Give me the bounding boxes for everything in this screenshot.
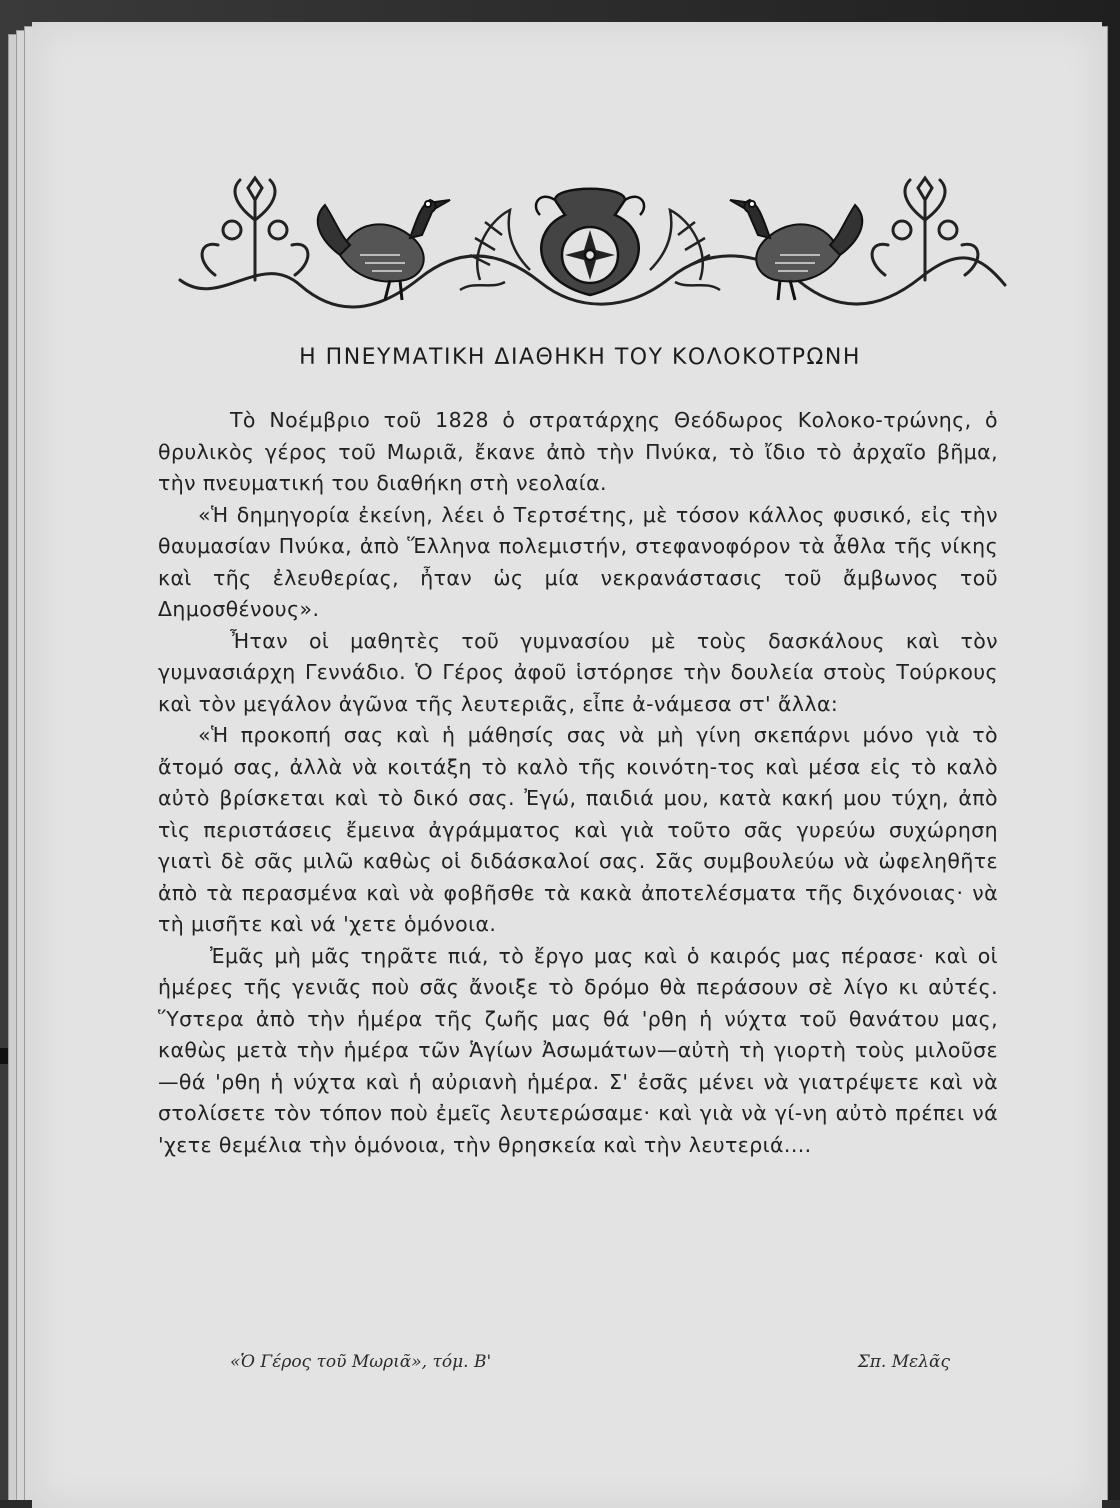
- page-title: Η ΠΝΕΥΜΑΤΙΚΗ ΔΙΑΘΗΚΗ ΤΟΥ ΚΟΛΟΚΟΤΡΩΝΗ: [299, 345, 861, 370]
- author-name: Σπ. Μελᾶς: [857, 1352, 950, 1372]
- article-body: [158, 405, 998, 1161]
- ornament-border-icon: [160, 160, 1020, 320]
- margin-mark: [0, 1048, 8, 1064]
- paragraph: «Ἡ προκοπή σας καὶ ἡ μάθησίς σας νὰ μὴ γίνη σκεπάρνι μόνο γιὰ τὸ ἄτομό σας, ἀλλὰ νὰ κοιτάξη τὸ καλὸ τῆς κοινότη-τος καὶ μέσα εἰς τὸ καλὸ αὐτὸ βρίσκεται καὶ τὸ δικό σας. Ἐγώ, παιδιά μου, κατὰ κακή μου τύχη, ἀπὸ τὶς περιστάσεις ἔμεινα ἀγράμματος καὶ γιὰ τοῦτο σᾶς γυρεύω συχώρηση γιατὶ δὲ σᾶς μιλῶ καθὼς οἱ διδάσκαλοί σας. Σᾶς συμβουλεύω νὰ ὠφεληθῆτε ἀπὸ τὰ περασμένα καὶ νὰ φοβῆσθε τὰ κακὰ ἀποτελέσματα τῆς διχόνοιας· νὰ τὴ μισῆτε καὶ νά 'χετε ὁμόνοια.: [158, 723, 998, 936]
- paragraph: Ἦταν οἱ μαθητὲς τοῦ γυμνασίου μὲ τοὺς δασκάλους καὶ τὸν γυμνασιάρχη Γεννάδιο. Ὁ Γέρος ἀφοῦ ἱστόρησε τὴν δουλεία στοὺς Τούρκους καὶ τὸν μεγάλον ἀγῶνα τῆς λευτεριᾶς, εἶπε ἀ-νάμεσα στ' ἄλλα:: [158, 628, 998, 716]
- paragraph: Ἐμᾶς μὴ μᾶς τηρᾶτε πιά, τὸ ἔργο μας καὶ ὁ καιρός μας πέρασε· καὶ οἱ ἡμέρες τῆς γενιᾶς ποὺ σᾶς ἄνοιξε τὸ δρόμο θὰ περάσουν σὲ λίγο κι αὐτές. Ὕστερα ἀπὸ τὴν ἡμέρα τῆς ζωῆς μας θά 'ρθη ἡ νύχτα τοῦ θανάτου μας, καθὼς μετὰ τὴν ἡμέρα τῶν Ἁγίων Ἀσωμάτων—αὐτὴ τὴ γιορτὴ τοὺς μιλοῦσε—θά 'ρθη ἡ νύχτα καὶ ἡ αὐριανὴ ἡμέρα. Σ' ἐσᾶς μένει νὰ γιατρέψετε καὶ νὰ στολίσετε τὸν τόπον ποὺ ἐμεῖς λευτερώσαμε· καὶ γιὰ νὰ γί-νη αὐτὸ πρέπει νά 'χετε θεμέλια τὴν ὁμόνοια, τὴν θρησκεία καὶ τὴν λευτεριά....: [158, 943, 998, 1157]
- paragraph: «Ἡ δημηγορία ἐκείνη, λέει ὁ Τερτσέτης, μὲ τόσον κάλλος φυσικό, εἰς τὴν θαυμασίαν Πνύκα, ἀπὸ Ἕλληνα πολεμιστήν, στεφανοφόρον τὰ ἆθλα τῆς νίκης καὶ τῆς ἐλευθερίας, ἦταν ὡς μία νεκρανάστασις τοῦ ἄμβωνος τοῦ Δημοσθένους».: [158, 502, 998, 621]
- paragraph: Τὸ Νοέμβριο τοῦ 1828 ὁ στρατάρχης Θεόδωρος Κολοκο-τρώνης, ὁ θρυλικὸς γέρος τοῦ Μωριᾶ, ἔκανε ἀπὸ τὴν Πνύκα, τὸ ἴδιο τὸ ἀρχαῖο βῆμα, τὴν πνευματική του διαθήκη στὴ νεολαία.: [158, 408, 998, 495]
- source-citation: «Ὁ Γέρος τοῦ Μωριᾶ», τόμ. Β': [230, 1352, 492, 1372]
